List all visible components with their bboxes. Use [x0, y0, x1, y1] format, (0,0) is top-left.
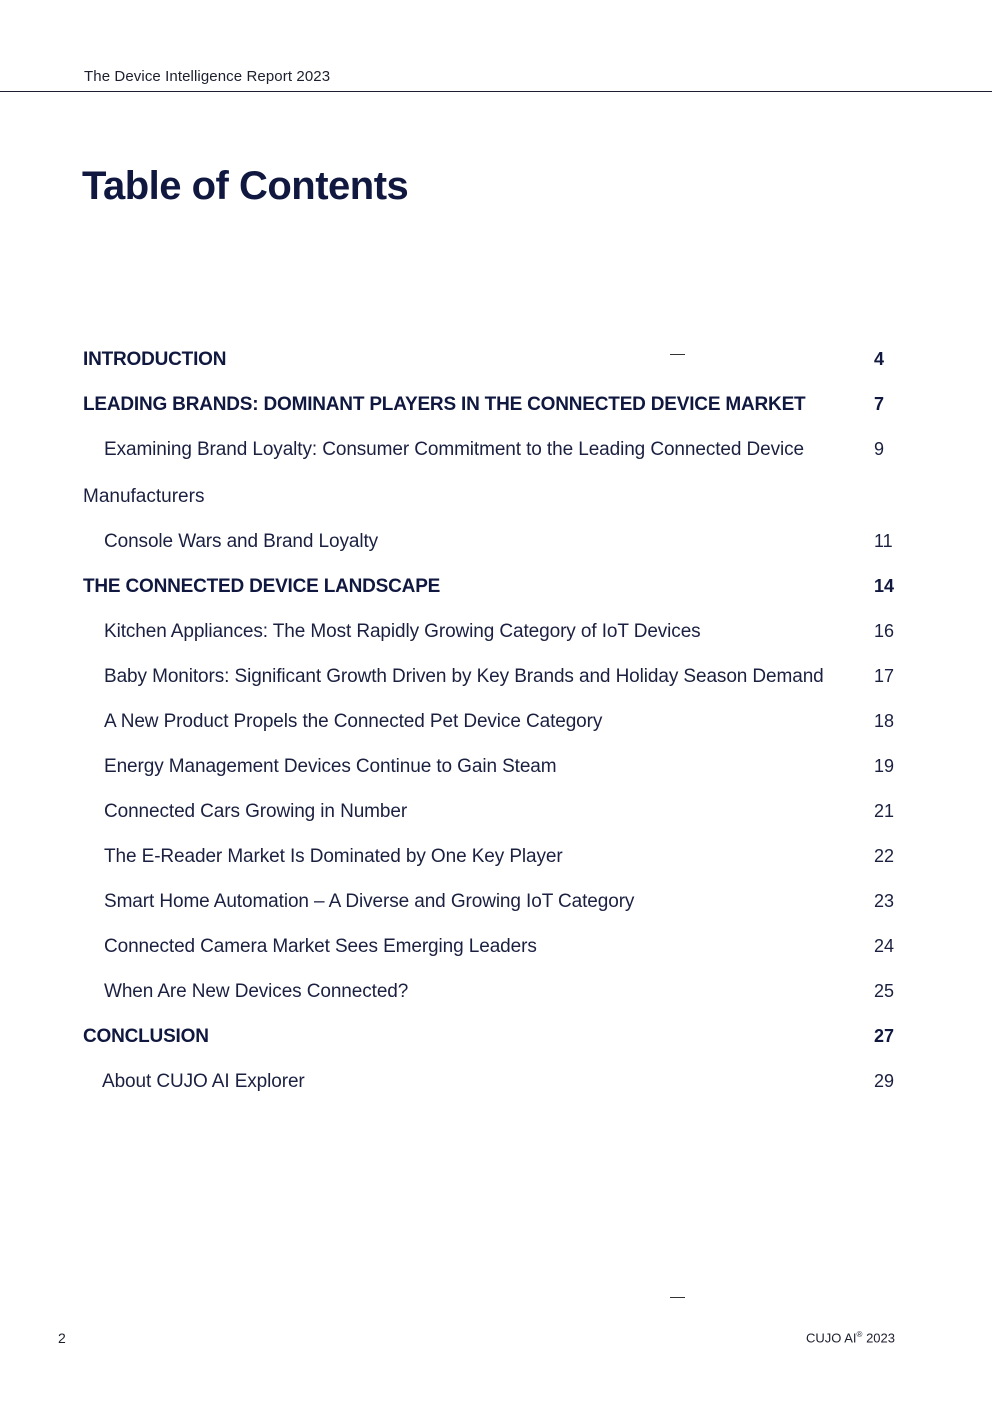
registered-mark: ®: [856, 1330, 863, 1339]
toc-item-title: INTRODUCTION: [83, 349, 227, 370]
toc-item-title: LEADING BRANDS: DOMINANT PLAYERS IN THE CONNECTED DEVICE MARKET: [83, 394, 806, 415]
toc-item-page: 29: [874, 1071, 895, 1091]
toc-item-title: A New Product Propels the Connected Pet Device Category: [104, 711, 603, 732]
footer-year: 2023: [866, 1330, 895, 1346]
toc-item-title-continued: Manufacturers: [83, 486, 205, 507]
decorative-dash: [670, 354, 685, 355]
toc-item-title: Energy Management Devices Continue to Gain Steam: [104, 756, 557, 777]
toc-item-page: 22: [874, 846, 895, 866]
page-number: 2: [58, 1330, 66, 1346]
toc-item-title: THE CONNECTED DEVICE LANDSCAPE: [83, 576, 441, 597]
header-divider: [0, 91, 992, 92]
toc-item-title: Kitchen Appliances: The Most Rapidly Growing Category of IoT Devices: [104, 621, 701, 642]
toc-item-title: Smart Home Automation – A Diverse and Growing IoT Category: [104, 891, 635, 912]
toc-item-title: About CUJO AI Explorer: [102, 1071, 305, 1092]
toc-item-page: 16: [874, 621, 895, 641]
running-header: The Device Intelligence Report 2023: [84, 68, 331, 85]
toc-item-title: Examining Brand Loyalty: Consumer Commitment to the Leading Connected Device: [104, 439, 804, 460]
toc-item-title: Baby Monitors: Significant Growth Driven by Key Brands and Holiday Season Demand: [104, 666, 824, 687]
footer-copyright: [806, 1330, 895, 1345]
toc-item-page: 24: [874, 936, 895, 956]
toc-item-page: 7: [874, 394, 885, 414]
toc-item-page: 4: [874, 349, 885, 369]
decorative-dash: [670, 1297, 685, 1298]
toc-item-title: When Are New Devices Connected?: [104, 981, 409, 1002]
toc-item-title: CONCLUSION: [83, 1026, 209, 1047]
toc-item-page: 17: [874, 666, 895, 686]
toc-item-page: 21: [874, 801, 895, 821]
page-title: Table of Contents: [82, 164, 409, 208]
toc-item-page: 25: [874, 981, 895, 1001]
toc-item-title: Connected Cars Growing in Number: [104, 801, 408, 822]
toc-item-page: 23: [874, 891, 895, 911]
footer-brand-name: CUJO AI: [805, 1330, 857, 1346]
toc-item-title: Connected Camera Market Sees Emerging Leaders: [104, 936, 537, 957]
toc-item-page: 19: [874, 756, 895, 776]
toc-item-title: The E-Reader Market Is Dominated by One Key Player: [104, 846, 563, 867]
toc-item-title: Console Wars and Brand Loyalty: [104, 531, 379, 552]
toc-item-page: 9: [874, 439, 885, 459]
toc-item-page: 14: [874, 576, 895, 596]
toc-item-page: 11: [874, 531, 893, 551]
toc-item-page: 18: [874, 711, 895, 731]
toc-item-page: 27: [874, 1026, 895, 1046]
